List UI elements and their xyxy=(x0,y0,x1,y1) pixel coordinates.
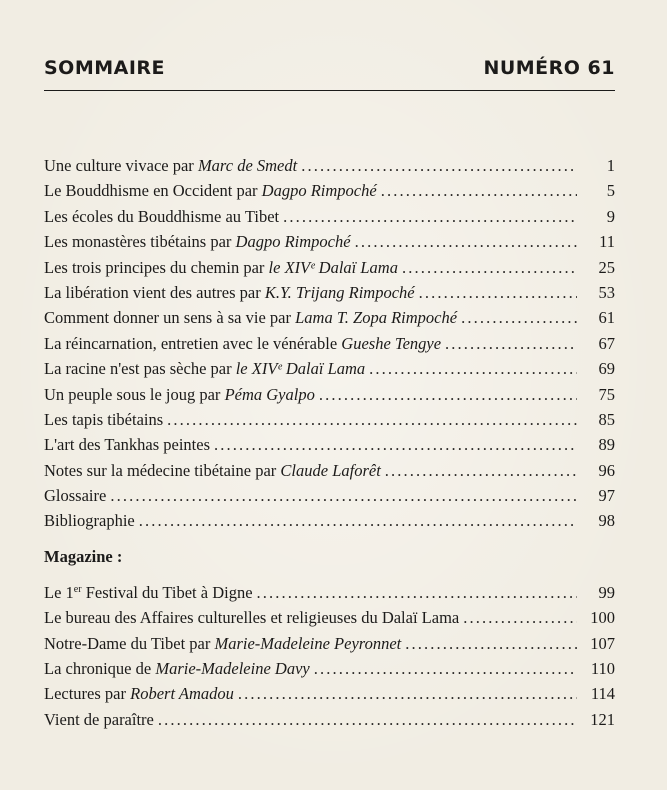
toc-entry xyxy=(44,229,615,254)
toc-entry xyxy=(44,681,615,706)
magazine-section xyxy=(44,580,615,732)
entry-title: Le Bouddhisme en Occident par xyxy=(44,181,262,201)
dot-leader xyxy=(214,432,577,457)
toc-entry xyxy=(44,305,615,330)
entry-page: 69 xyxy=(598,359,615,379)
toc-entry xyxy=(44,605,615,630)
entry-page: 110 xyxy=(590,659,615,679)
entry-title: Glossaire xyxy=(44,486,107,506)
entry-page: 114 xyxy=(590,684,615,704)
entry-title: Un peuple sous le joug par xyxy=(44,384,225,404)
entry-page: 9 xyxy=(606,206,615,226)
entry-page: 1 xyxy=(606,156,615,175)
entry-author: Marc de Smedt xyxy=(197,156,298,175)
toc-entry xyxy=(44,331,615,356)
entry-author: Dagpo Rimpoché xyxy=(261,181,377,201)
toc-entry xyxy=(44,382,615,407)
entry-author: Robert Amadou xyxy=(130,684,234,704)
toc-entry xyxy=(44,407,615,432)
header-title: SOMMAIRE xyxy=(44,57,166,79)
entry-title: La racine n'est pas sèche par xyxy=(44,359,236,379)
entry-page: 98 xyxy=(598,511,615,531)
entry-title: La libération vient des autres par xyxy=(44,282,265,302)
entry-page: 85 xyxy=(598,409,615,429)
entry-author: Marie-Madeleine Davy xyxy=(155,659,310,679)
entry-title: Une culture vivace par xyxy=(44,156,198,175)
dot-leader xyxy=(301,153,577,178)
entry-title: Le 1 xyxy=(44,582,74,602)
entry-page: 99 xyxy=(598,582,615,602)
entry-title: Le bureau des Affaires culturelles et religieuses du Dalaï Lama xyxy=(44,608,460,628)
entry-page: 53 xyxy=(598,282,615,302)
entry-author: le XIVᵉ Dalaï Lama xyxy=(268,257,398,277)
toc-entry xyxy=(44,580,615,605)
dot-leader xyxy=(381,178,577,203)
toc-entry xyxy=(44,280,615,305)
dot-leader xyxy=(419,280,577,305)
entry-author: Péma Gyalpo xyxy=(224,384,315,404)
dot-leader xyxy=(158,707,577,732)
toc-entry xyxy=(44,356,615,381)
entry-title: Vient de paraître xyxy=(44,709,154,729)
toc-entry xyxy=(44,204,615,229)
entry-title: Les tapis tibétains xyxy=(44,409,164,429)
toc-entry xyxy=(44,508,615,533)
toc-entry xyxy=(44,432,615,457)
dot-leader xyxy=(238,681,577,706)
entry-title: Notes sur la médecine tibétaine par xyxy=(44,460,281,480)
entry-page: 11 xyxy=(599,232,615,252)
entry-page: 121 xyxy=(590,709,615,729)
entry-title: La réincarnation, entretien avec le vénérable xyxy=(44,333,342,353)
dot-leader xyxy=(355,229,577,254)
toc-entry xyxy=(44,707,615,732)
dot-leader xyxy=(110,483,577,508)
ordinal-superscript: er xyxy=(73,583,82,595)
toc-entry xyxy=(44,178,615,203)
dot-leader xyxy=(405,631,577,656)
dot-leader xyxy=(257,580,577,605)
entry-page: 75 xyxy=(598,384,615,404)
dot-leader xyxy=(463,605,577,630)
entry-page: 96 xyxy=(598,460,615,480)
dot-leader xyxy=(283,204,577,229)
entry-title: Les écoles du Bouddhisme au Tibet xyxy=(44,206,280,226)
toc-entry xyxy=(44,656,615,681)
magazine-heading: Magazine : xyxy=(44,546,123,566)
entry-title: Les trois principes du chemin par xyxy=(44,257,269,277)
header-rule xyxy=(44,90,615,91)
toc-entry xyxy=(44,631,615,656)
dot-leader xyxy=(402,255,577,280)
dot-leader xyxy=(445,331,577,356)
entry-page: 61 xyxy=(598,308,615,328)
entry-page: 25 xyxy=(598,257,615,277)
entry-author: Marie-Madeleine Peyronnet xyxy=(214,633,402,653)
dot-leader xyxy=(461,305,577,330)
dot-leader xyxy=(385,458,577,483)
entry-title: La chronique de xyxy=(44,659,156,679)
entry-title: Bibliographie xyxy=(44,511,135,531)
entry-page: 107 xyxy=(590,633,615,653)
entry-author: Claude Laforêt xyxy=(280,460,381,480)
entry-title: Notre-Dame du Tibet par xyxy=(44,633,215,653)
entry-author: Gueshe Tengye xyxy=(341,333,442,353)
dot-leader xyxy=(369,356,577,381)
entry-title: Comment donner un sens à sa vie par xyxy=(44,308,296,328)
entry-author: le XIVᵉ Dalaï Lama xyxy=(235,359,366,379)
entry-page: 67 xyxy=(598,333,615,353)
toc-entry xyxy=(44,255,615,280)
issue-number: NUMÉRO 61 xyxy=(483,57,615,79)
toc-entry xyxy=(44,458,615,483)
entry-title: Les monastères tibétains par xyxy=(44,232,236,252)
entry-page: 89 xyxy=(598,435,615,455)
entry-title: L'art des Tankhas peintes xyxy=(44,435,211,455)
dot-leader xyxy=(314,656,577,681)
toc-entry xyxy=(44,153,615,178)
entry-page: 97 xyxy=(598,486,615,506)
entry-author: Dagpo Rimpoché xyxy=(235,232,351,252)
entry-title: Lectures par xyxy=(44,684,131,704)
entry-author: K.Y. Trijang Rimpoché xyxy=(264,282,415,302)
table-of-contents xyxy=(44,153,615,732)
dot-leader xyxy=(319,382,577,407)
toc-entry xyxy=(44,483,615,508)
entry-page: 5 xyxy=(606,181,615,201)
entry-author: Lama T. Zopa Rimpoché xyxy=(295,308,458,328)
dot-leader xyxy=(139,508,577,533)
entry-page: 100 xyxy=(590,608,615,628)
dot-leader xyxy=(167,407,577,432)
entry-title-rest: Festival du Tibet à Digne xyxy=(81,582,253,602)
header xyxy=(44,54,615,90)
